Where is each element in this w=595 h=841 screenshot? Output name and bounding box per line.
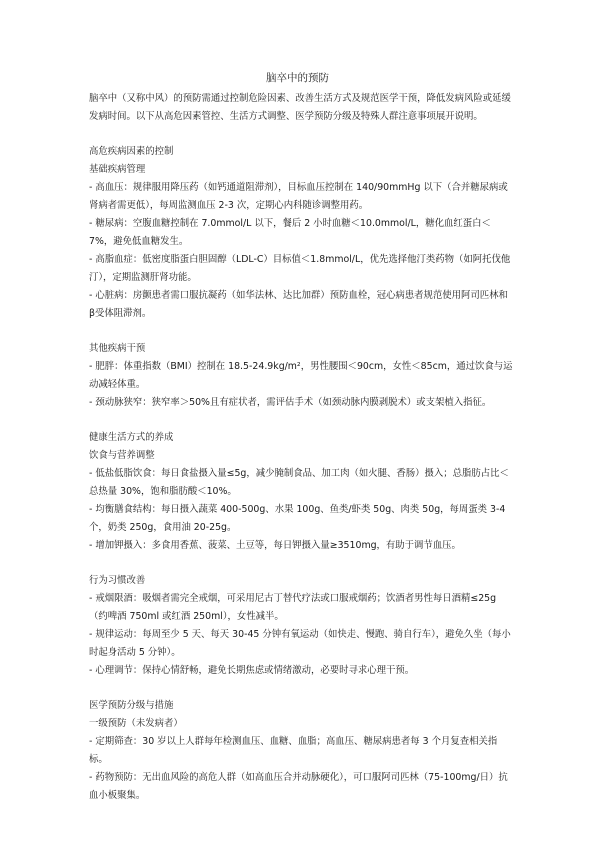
- list-item: - 均衡膳食结构：每日摄入蔬菜 400-500g、水果 100g、鱼类/虾类 50g、肉类 50g，每周蛋类 3-4 个，奶类 250g，食用油 20-25g。: [89, 504, 506, 533]
- list-item: - 定期筛查：30 岁以上人群每年检测血压、血糖、血脂；高血压、糖尿病患者每 3 个月复查相关指标。: [89, 736, 498, 765]
- subheading-primary-prevention: 一级预防（未发病者）: [89, 718, 183, 729]
- section-heading-medical-prevention: 医学预防分级与措施: [89, 700, 174, 711]
- list-item: - 低盐低脂饮食：每日食盐摄入量≤5g，减少腌制食品、加工肉（如火腿、香肠）摄入；总脂肪占比＜总热量 30%，饱和脂肪酸＜10%。: [89, 468, 509, 497]
- intro-paragraph: 脑卒中（又称中风）的预防需通过控制危险因素、改善生活方式及规范医学干预，降低发病风险或延缓发病时间。以下从高危因素管控、生活方式调整、医学预防分级及特殊人群注意事项展开说明。: [89, 93, 511, 122]
- list-item: - 高血压：规律服用降压药（如钙通道阻滞剂），目标血压控制在 140/90mmHg 以下（合并糖尿病或肾病者需更低），每周监测血压 2-3 次，定期心内科随诊调整用药。: [89, 182, 508, 211]
- section-heading-lifestyle: 健康生活方式的养成: [89, 432, 174, 443]
- list-item: - 心理调节：保持心情舒畅，避免长期焦虑或情绪激动，必要时寻求心理干预。: [89, 665, 415, 676]
- subheading-behavior: 行为习惯改善: [89, 575, 146, 586]
- list-item: - 糖尿病：空腹血糖控制在 7.0mmol/L 以下，餐后 2 小时血糖＜10.0mmol/L，糖化血红蛋白＜7%，避免低血糖发生。: [89, 218, 491, 247]
- list-item: - 规律运动：每周至少 5 天、每天 30-45 分钟有氧运动（如快走、慢跑、骑自行车），避免久坐（每小时起身活动 5 分钟）。: [89, 629, 511, 658]
- list-item: - 心脏病：房颤患者需口服抗凝药（如华法林、达比加群）预防血栓，冠心病患者规范使用阿司匹林和β受体阻滞剂。: [89, 290, 508, 319]
- list-item: - 颈动脉狭窄：狭窄率＞50%且有症状者，需评估手术（如颈动脉内膜剥脱术）或支架植入指征。: [89, 397, 492, 408]
- list-item: - 肥胖：体重指数（BMI）控制在 18.5-24.9kg/m²，男性腰围＜90cm，女性＜85cm，通过饮食与运动减轻体重。: [89, 361, 513, 390]
- list-item: - 戒烟限酒：吸烟者需完全戒烟，可采用尼古丁替代疗法或口服戒烟药；饮酒者男性每日酒精≤25g（约啤酒 750ml 或红酒 250ml），女性减半。: [89, 593, 497, 622]
- subheading-basic-disease: 基础疾病管理: [89, 164, 146, 175]
- document-title: 脑卒中的预防: [266, 72, 329, 84]
- subheading-other-disease: 其他疾病干预: [89, 343, 146, 354]
- list-item: - 高脂血症：低密度脂蛋白胆固醇（LDL-C）目标值＜1.8mmol/L，优先选择他汀类药物（如阿托伐他汀），定期监测肝肾功能。: [89, 254, 511, 283]
- section-heading-risk-control: 高危疾病因素的控制: [89, 146, 174, 157]
- document-body: [89, 90, 513, 805]
- list-item: - 增加钾摄入：多食用香蕉、菠菜、土豆等，每日钾摄入量≥3510mg，有助于调节血压。: [89, 540, 461, 551]
- subheading-diet: 饮食与营养调整: [89, 450, 155, 461]
- list-item: - 药物预防：无出血风险的高危人群（如高血压合并动脉硬化），可口服阿司匹林（75-100mg/日）抗血小板聚集。: [89, 772, 508, 801]
